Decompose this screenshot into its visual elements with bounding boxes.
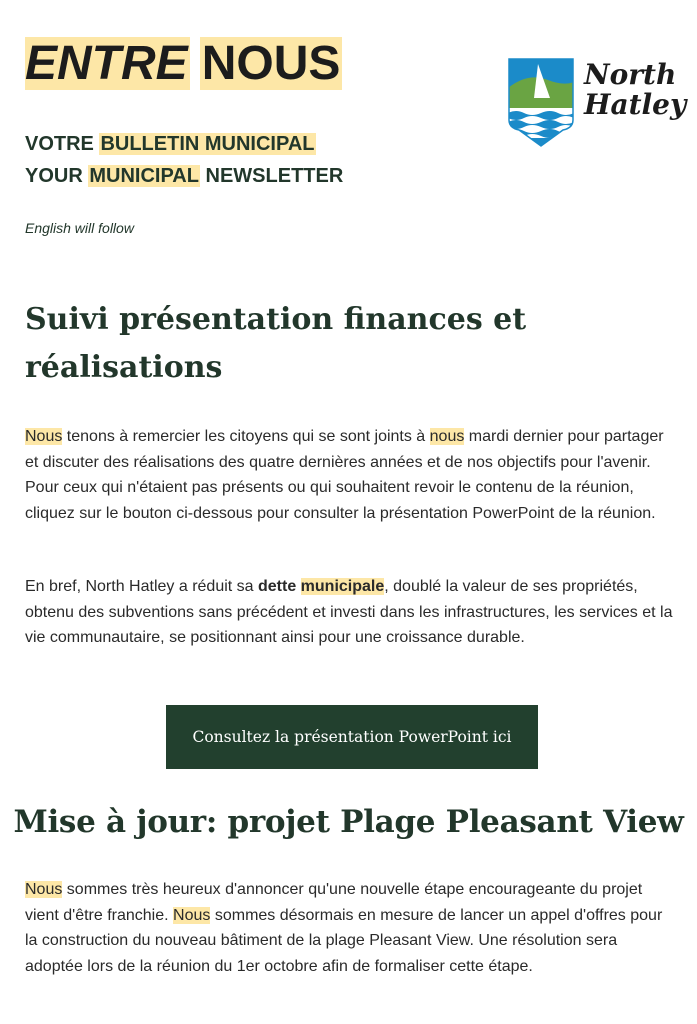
paragraph-text: tenons à remercier les citoyens qui se sont joints à <box>62 428 430 445</box>
bold-text <box>258 578 384 595</box>
view-powerpoint-button[interactable]: Consultez la présentation PowerPoint ici <box>166 705 538 769</box>
subtitle-english <box>25 160 343 192</box>
section-heading-finances: Suivi présentation finances et réalisations <box>25 302 527 385</box>
newsletter-title <box>25 36 342 92</box>
subtitle-en-highlight: MUNICIPAL <box>89 165 199 187</box>
paragraph-plage-update <box>25 877 675 979</box>
paragraph-text: sommes désormais en mesure de lancer un appel d'offres pour la construction du nouveau bâtiment de la plage Pleasant View. Une résolution sera adoptée lors de la réunion du 1er octobre afin de formaliser cette étape. <box>25 906 663 975</box>
newsletter-subtitle <box>25 128 343 192</box>
logo-word-hatley: Hatley <box>584 88 687 121</box>
logo-word-north: North <box>584 58 677 91</box>
title-word-nous: NOUS <box>201 37 341 90</box>
paragraph-text: En bref, North Hatley a réduit sa <box>25 578 258 595</box>
paragraph-text: sommes très heureux d'annoncer qu'une nouvelle étape encourageante du projet vient d'être franchie. <box>25 881 643 924</box>
subtitle-fr-highlight: BULLETIN MUNICIPAL <box>100 133 315 155</box>
paragraph-text: , doublé la valeur de ses propriétés, obtenu des subventions sans précédent et investi dans les infrastructures, les services et la vie communautaire, se positionnant ainsi pour une croissance durable. <box>25 578 673 647</box>
title-word-entre: ENTRE <box>25 37 188 90</box>
bold-word: dette <box>258 578 301 595</box>
paragraph-text: mardi dernier pour partager et discuter des réalisations des quatre dernières années et de nos objectifs pour l'avenir. Pour ceux qui n'étaient pas présents ou qui souhaitent revoir le contenu de la réunion, cliquez sur le bouton ci-dessous pour consulter la présentation PowerPoint de la réunion. <box>25 428 664 522</box>
paragraph-thanks <box>25 424 675 526</box>
highlight-municipale: municipale <box>300 578 385 595</box>
highlight-nous: nous <box>429 428 465 445</box>
highlight-nous: Nous <box>25 428 63 445</box>
highlight-nous: Nous <box>25 881 63 898</box>
section-heading-plage: Mise à jour: projet Plage Pleasant View <box>13 804 684 840</box>
language-note: English will follow <box>25 220 134 236</box>
highlight-nous: Nous <box>173 906 211 924</box>
paragraph-summary <box>25 574 675 651</box>
subtitle-french <box>25 128 343 160</box>
north-hatley-logo <box>508 58 687 150</box>
subtitle-en-text-1: YOUR <box>25 165 89 187</box>
subtitle-fr-text: VOTRE <box>25 133 100 155</box>
crest-icon <box>508 58 574 148</box>
subtitle-en-text-2: NEWSLETTER <box>199 165 344 187</box>
